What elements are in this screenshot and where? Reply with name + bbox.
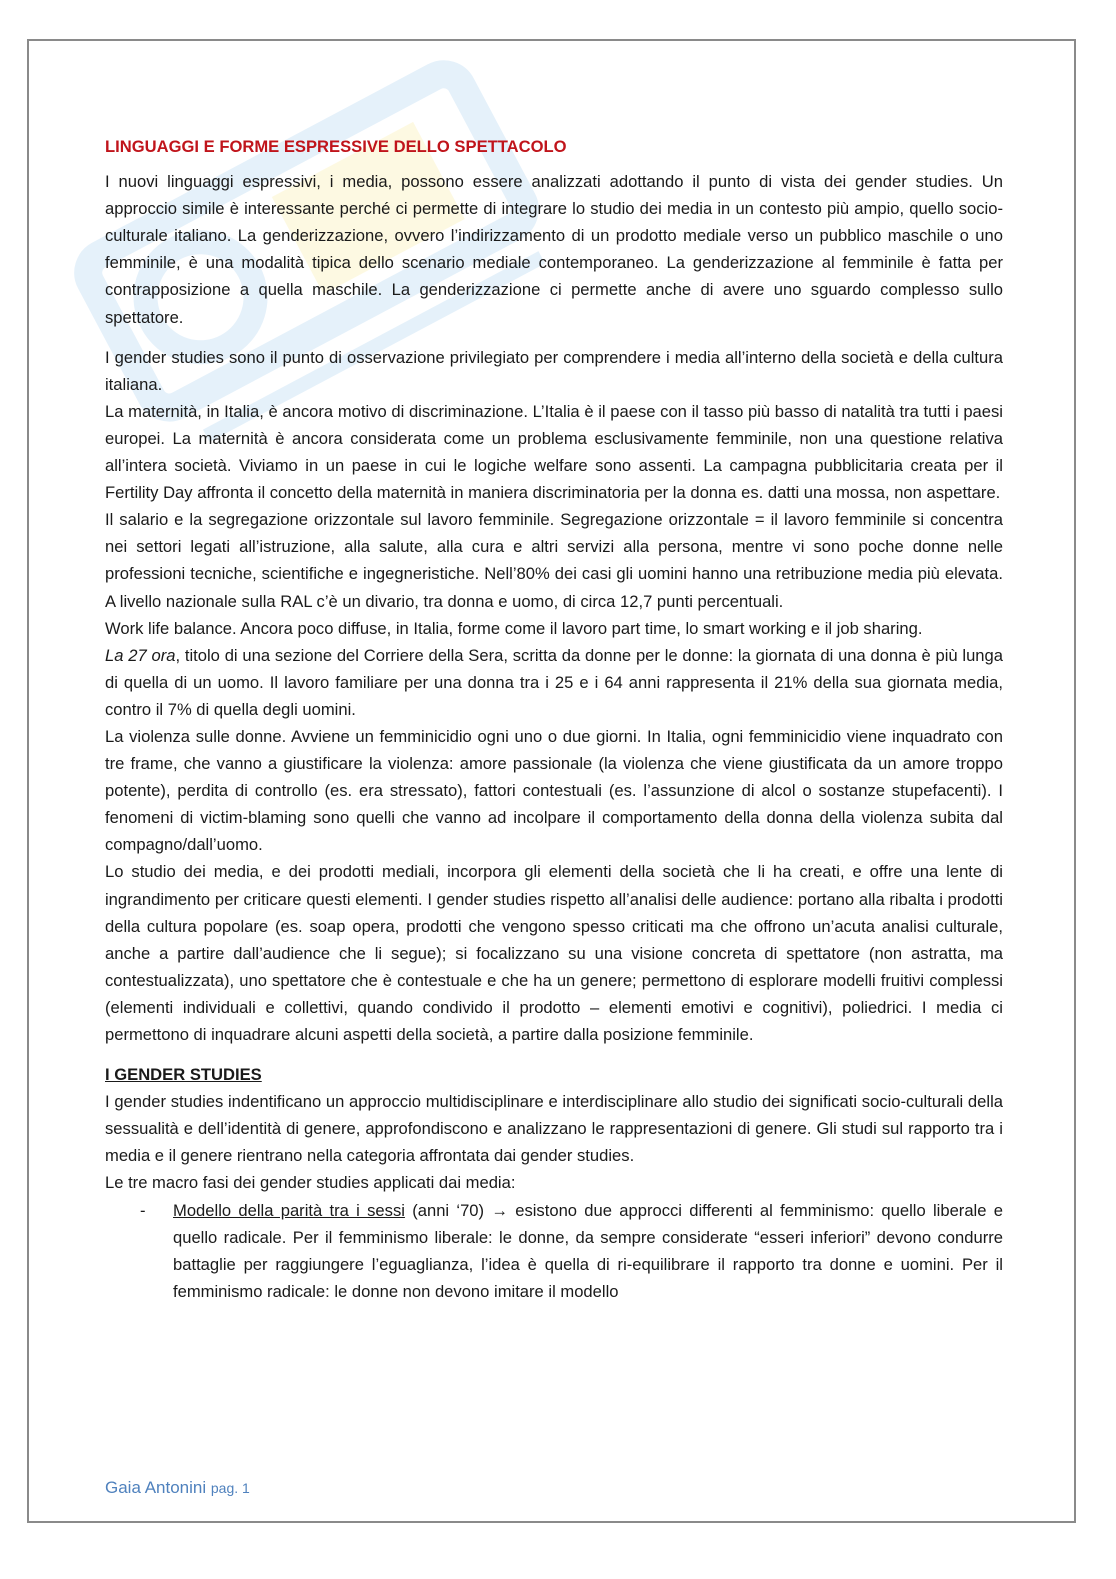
paragraph-gender-studies: I gender studies sono il punto di osservazione privilegiato per comprendere i media all’interno della società e della cultura italiana. bbox=[105, 347, 1003, 394]
paragraph-three-phases: Le tre macro fasi dei gender studies applicati dai media: bbox=[105, 1173, 516, 1193]
italic-27-ora: La 27 ora bbox=[105, 645, 176, 665]
list-item-text: (anni ‘70) → esistono due approcci differenti al femminismo: quello liberale e quello radicale. Per il femminismo liberale: le donne, da sempre considerate “esseri inferiori” devono condurre battaglie per raggiungere l’eguaglianza, l’idea è quella di ri-equilibrare il rapporto tra donne e uomini. Per il femminismo radicale: le donne non devono imitare il modello bbox=[173, 1200, 1003, 1301]
paragraph-27-ora bbox=[105, 642, 1003, 723]
footer-author: Gaia Antonini bbox=[105, 1478, 207, 1497]
document-title: LINGUAGGI E FORME ESPRESSIVE DELLO SPETTACOLO bbox=[105, 137, 567, 156]
paragraph-intro: I nuovi linguaggi espressivi, i media, possono essere analizzati adottando il punto di vista dei gender studies. Un approccio simile è interessante perché ci permette di integrare lo studio dei media in un contesto più ampio, quello socio-culturale italiano. La genderizzazione, ovvero l’indirizzamento di un prodotto mediale verso un pubblico maschile o uno femminile, è una modalità tipica dello scenario mediale contemporaneo. La genderizzazione al femminile è fatta per contrapposizione a quella maschile. La genderizzazione ci permette anche di avere uno sguardo complesso sullo spettatore. bbox=[105, 172, 1003, 327]
section-title: I GENDER STUDIES bbox=[105, 1065, 262, 1085]
paragraph-salary: Il salario e la segregazione orizzontale sul lavoro femminile. Segregazione orizzontale = il lavoro femminile si concentra nei settori legati all’istruzione, alla salute, alla cura e altri servizi alla persona, mentre vi sono poche donne nelle professioni tecniche, scientifiche e ingegneristiche. Nell’80% dei casi gli uomini hanno una retribuzione media più elevata. A livello nazionale sulla RAL c’è un divario, tra donna e uomo, di circa 12,7 punti percentuali. bbox=[105, 510, 1003, 611]
paragraph-gender-definition: I gender studies indentificano un approccio multidisciplinare e interdisciplinare allo studio dei significati socio-culturali della sessualità e dell’identità di genere, approfondiscono e analizzano le rappresentazioni di genere. Gli studi sul rapporto tra i media e il genere rientrano nella categoria affrontata dai gender studies. bbox=[105, 1092, 1003, 1166]
footer bbox=[105, 1478, 250, 1498]
document-body bbox=[105, 133, 1003, 1305]
list-item-underlined: Modello della parità tra i sessi bbox=[173, 1200, 405, 1220]
paragraph-media-study: Lo studio dei media, e dei prodotti mediali, incorpora gli elementi della società che li ha creati, e offre una lente di ingrandimento per criticare questi elementi. I gender studies rispetto all’analisi delle audience: portano alla ribalta i prodotti della cultura popolare (es. soap opera, prodotti che vengono spesso criticati ma che offrono un’acuta analisi culturale, anche a partire dall’audience che li segue); si focalizzano su una visione concreta di spettatore (non astratta, ma contestualizzata), uno spettatore che è contestuale e che ha un genere; permettono di esplorare modelli fruitivi complessi (elementi individuali e collettivi, quando condivido il prodotto – elementi emotivi e cognitivi), poliedrici. I media ci permettono di inquadrare alcuni aspetti della società, a partire dalla posizione femminile. bbox=[105, 862, 1003, 1044]
list-item bbox=[105, 1197, 1003, 1305]
paragraph-work-life: Work life balance. Ancora poco diffuse, in Italia, forme come il lavoro part time, lo smart working e il job sharing. bbox=[105, 618, 923, 638]
paragraph-27-ora-text: , titolo di una sezione del Corriere della Sera, scritta da donne per le donne: la giornata di una donna è più lunga di quella di un uomo. Il lavoro familiare per una donna tra i 25 e i 64 anni rappresenta il 21% della sua giornata media, contro il 7% di quella degli uomini. bbox=[105, 645, 1003, 719]
list-dash: - bbox=[140, 1200, 146, 1220]
paragraph-violence: La violenza sulle donne. Avviene un femminicidio ogni uno o due giorni. In Italia, ogni femminicidio viene inquadrato con tre frame, che vanno a giustificare la violenza: amore passionale (la violenza che viene giustificata da un amore troppo potente), perdita di controllo (es. era stressato), fattori contestuali (es. l’assunzione di alcol o sostanze stupefacenti). I fenomeni di victim-blaming sono quelli che vanno ad incolpare il comportamento della donna della violenza subita dal compagno/dall’uomo. bbox=[105, 726, 1003, 855]
footer-page-number: pag. 1 bbox=[210, 1480, 250, 1496]
paragraph-maternity: La maternità, in Italia, è ancora motivo di discriminazione. L’Italia è il paese con il tasso più basso di natalità tra tutti i paesi europei. La maternità è ancora considerata come un problema esclusivamente femminile, non una questione relativa all’intera società. Viviamo in un paese in cui le logiche welfare sono assenti. La campagna pubblicitaria creata per il Fertility Day affronta il concetto della maternità in maniera discriminatoria per la donna es. datti una mossa, non aspettare. bbox=[105, 401, 1003, 503]
